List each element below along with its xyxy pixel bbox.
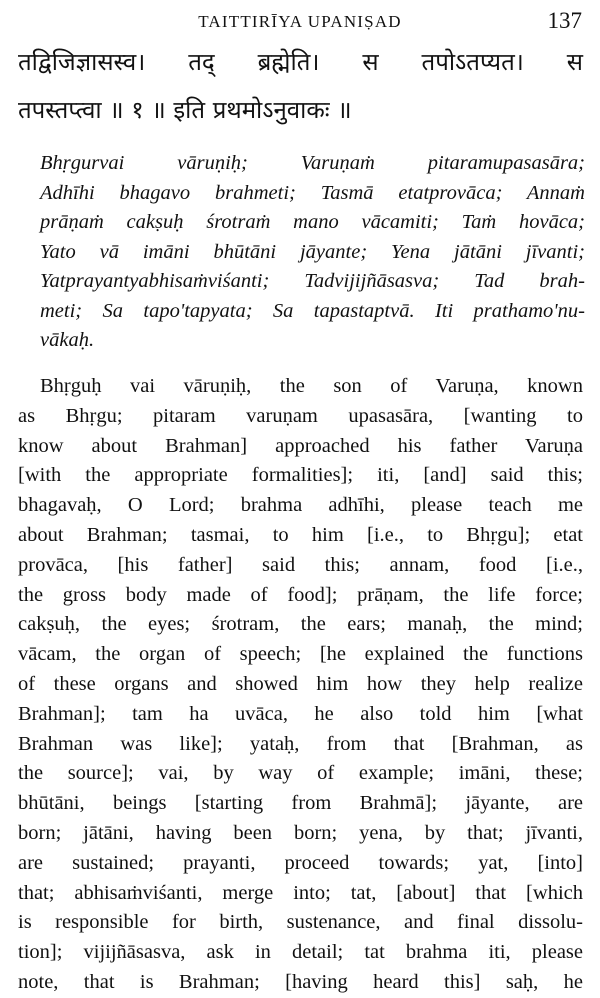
sanskrit-line: तपस्तप्त्वा ॥ १ ॥ इति प्रथमोऽनुवाकः ॥ [18, 96, 352, 124]
commentary-line: that; abhisaṁviśanti, merge into; tat, [about] that [which [18, 881, 583, 904]
commentary-line: bhūtāni, beings [starting from Brahmā]; jāyante, are [18, 792, 583, 815]
commentary-line: Brahman]; tam ha uvāca, he also told him [what [18, 702, 583, 725]
transliteration-line: Bhṛgurvai vāruṇiḥ; Varuṇaṁ pitaramupasasāra; [40, 152, 585, 174]
page-number: 137 [547, 8, 582, 33]
commentary-line: the gross body made of food]; prāṇam, the life force; [18, 583, 583, 606]
commentary-paragraph [18, 372, 583, 998]
page-header [0, 8, 600, 36]
sanskrit-line: तद्विजिज्ञासस्व। तद् ब्रह्मेति। स तपोऽतप्यत। स [18, 48, 583, 76]
commentary-line: Brahman was like]; yataḥ, from that [Brahman, as [18, 732, 583, 755]
transliteration-line: Yatprayantyabhisaṁviśanti; Tadvijijñāsasva; Tad brah- [40, 270, 585, 292]
commentary-line: note, that is Brahman; [having heard this] saḥ, he [18, 970, 583, 993]
transliteration-line: prāṇaṁ cakṣuḥ śrotraṁ mano vācamiti; Taṁ hovāca; [40, 211, 585, 233]
commentary-line: as Bhṛgu; pitaram varuṇam upasasāra, [wanting to [18, 404, 583, 427]
commentary-line: is responsible for birth, sustenance, and final dissolu- [18, 911, 583, 934]
commentary-line: Bhṛguḥ vai vāruṇiḥ, the son of Varuṇa, known [40, 375, 583, 397]
transliteration-block [40, 149, 585, 356]
commentary-line: of these organs and showed him how they help realize [18, 672, 583, 695]
commentary-line: vācam, the organ of speech; [he explained the functions [18, 643, 583, 666]
commentary-line: born; jātāni, having been born; yena, by that; jīvanti, [18, 821, 583, 844]
transliteration-line: Adhīhi bhagavo brahmeti; Tasmā etatprovāca; Annaṁ [40, 181, 585, 204]
transliteration-line: Yato vā imāni bhūtāni jāyante; Yena jātāni jīvanti; [40, 240, 585, 263]
commentary-line: about Brahman; tasmai, to him [i.e., to Bhṛgu]; etat [18, 523, 583, 546]
commentary-line: cakṣuḥ, the eyes; śrotram, the ears; manaḥ, the mind; [18, 613, 583, 636]
transliteration-line: vākaḥ. [40, 329, 95, 351]
commentary-line: the source]; vai, by way of example; imāni, these; [18, 762, 583, 785]
commentary-line: provāca, [his father] said this; annam, food [i.e., [18, 553, 583, 576]
running-title: TAITTIRĪYA UPANIṢAD [198, 12, 402, 31]
transliteration-line: meti; Sa tapo'tapyata; Sa tapastaptvā. Iti prathamo'nu- [40, 299, 585, 322]
commentary-line: tion]; vijijñāsasva, ask in detail; tat brahma iti, please [18, 941, 583, 964]
commentary-line: [with the appropriate formalities]; iti, [and] said this; [18, 464, 583, 487]
commentary-line: know about Brahman] approached his father Varuṇa [18, 434, 583, 457]
sanskrit-verse [18, 38, 583, 134]
commentary-line: bhagavaḥ, O Lord; brahma adhīhi, please teach me [18, 494, 583, 517]
commentary-line: are sustained; prayanti, proceed towards; yat, [into] [18, 851, 583, 874]
